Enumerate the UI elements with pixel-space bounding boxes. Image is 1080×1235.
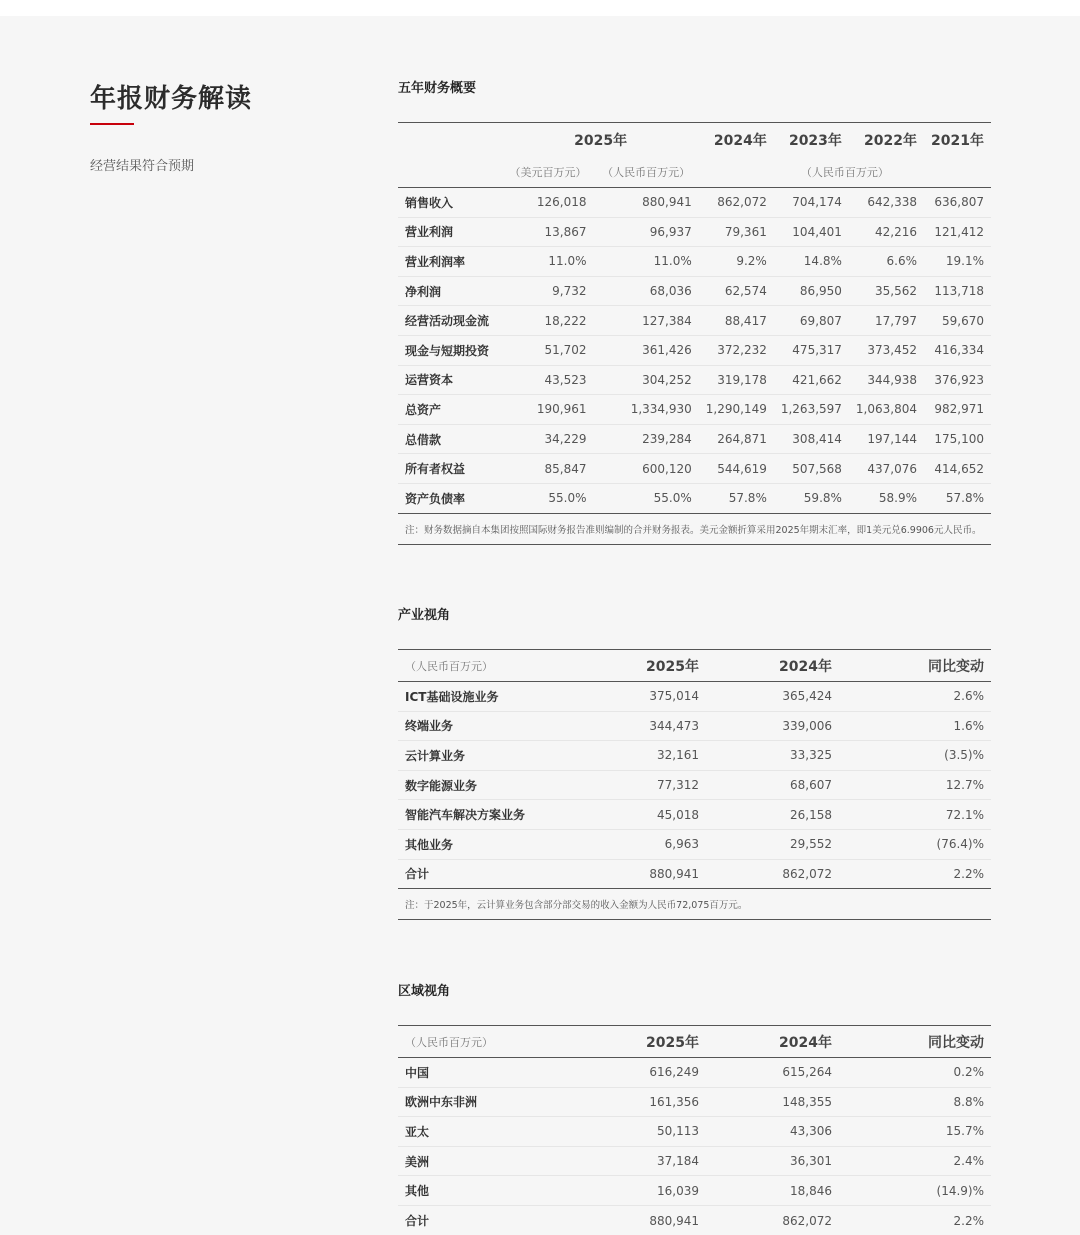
cell-value: 127,384 bbox=[594, 306, 699, 336]
table-row bbox=[398, 1176, 991, 1206]
row-label: ICT基础设施业务 bbox=[398, 682, 598, 712]
cell-value: 421,662 bbox=[774, 365, 849, 395]
cell-value: 982,971 bbox=[924, 395, 991, 425]
year-header: 2021年 bbox=[924, 123, 991, 157]
cell-value: 59,670 bbox=[924, 306, 991, 336]
table-row bbox=[398, 276, 991, 306]
header-blank bbox=[398, 123, 503, 157]
cell-value: 18,846 bbox=[706, 1176, 839, 1206]
year-header: 2022年 bbox=[849, 123, 924, 157]
unit-usd: （美元百万元） bbox=[503, 156, 594, 188]
page-title: 年报财务解读 bbox=[90, 78, 330, 115]
cell-value: 161,356 bbox=[598, 1087, 706, 1117]
cell-value: 55.0% bbox=[594, 483, 699, 513]
table-row bbox=[398, 424, 991, 454]
column-header: 2025年 bbox=[598, 1026, 706, 1058]
table-row bbox=[398, 1146, 991, 1176]
row-label: 经营活动现金流 bbox=[398, 306, 503, 336]
page-subtitle: 经营结果符合预期 bbox=[90, 155, 330, 174]
cell-value: 57.8% bbox=[699, 483, 774, 513]
five-year-table-body bbox=[398, 188, 991, 514]
cell-value: 6.6% bbox=[849, 247, 924, 277]
cell-value: 862,072 bbox=[699, 188, 774, 218]
row-label: 终端业务 bbox=[398, 711, 598, 741]
cell-value: 96,937 bbox=[594, 217, 699, 247]
cell-value: 704,174 bbox=[774, 188, 849, 218]
cell-value: 113,718 bbox=[924, 276, 991, 306]
table-row bbox=[398, 483, 991, 513]
cell-value: 68,036 bbox=[594, 276, 699, 306]
table-row bbox=[398, 1087, 991, 1117]
cell-value: 72.1% bbox=[839, 800, 991, 830]
table-row bbox=[398, 800, 991, 830]
cell-value: 636,807 bbox=[924, 188, 991, 218]
row-label: 净利润 bbox=[398, 276, 503, 306]
cell-value: 15.7% bbox=[839, 1117, 991, 1147]
cell-value: 104,401 bbox=[774, 217, 849, 247]
cell-value: 85,847 bbox=[503, 454, 594, 484]
cell-value: 121,412 bbox=[924, 217, 991, 247]
cell-value: 12.7% bbox=[839, 770, 991, 800]
cell-value: 507,568 bbox=[774, 454, 849, 484]
cell-value: 264,871 bbox=[699, 424, 774, 454]
cell-value: 414,652 bbox=[924, 454, 991, 484]
table-row bbox=[398, 711, 991, 741]
cell-value: 37,184 bbox=[598, 1146, 706, 1176]
page-header bbox=[90, 78, 330, 174]
region-table-body bbox=[398, 1058, 991, 1235]
cell-value: 16,039 bbox=[598, 1176, 706, 1206]
row-label: 合计 bbox=[398, 1205, 598, 1235]
cell-value: 175,100 bbox=[924, 424, 991, 454]
cell-value: 50,113 bbox=[598, 1117, 706, 1147]
cell-value: 615,264 bbox=[706, 1058, 839, 1088]
cell-value: 642,338 bbox=[849, 188, 924, 218]
cell-value: (76.4)% bbox=[839, 829, 991, 859]
row-label: 其他业务 bbox=[398, 829, 598, 859]
cell-value: 2.2% bbox=[839, 1205, 991, 1235]
cell-value: 88,417 bbox=[699, 306, 774, 336]
row-label: 云计算业务 bbox=[398, 741, 598, 771]
industry-table bbox=[398, 649, 991, 920]
table-row bbox=[398, 1058, 991, 1088]
cell-value: 33,325 bbox=[706, 741, 839, 771]
cell-value: 600,120 bbox=[594, 454, 699, 484]
table-row bbox=[398, 247, 991, 277]
table-row bbox=[398, 395, 991, 425]
cell-value: 372,232 bbox=[699, 335, 774, 365]
cell-value: 437,076 bbox=[849, 454, 924, 484]
cell-value: 32,161 bbox=[598, 741, 706, 771]
row-label: 运营资本 bbox=[398, 365, 503, 395]
unit-rmb: （人民币百万元） bbox=[594, 156, 699, 188]
table-row bbox=[398, 741, 991, 771]
cell-value: 59.8% bbox=[774, 483, 849, 513]
table-row bbox=[398, 454, 991, 484]
five-year-table bbox=[398, 122, 991, 545]
row-label: 资产负债率 bbox=[398, 483, 503, 513]
cell-value: 11.0% bbox=[594, 247, 699, 277]
row-label: 现金与短期投资 bbox=[398, 335, 503, 365]
row-label: 数字能源业务 bbox=[398, 770, 598, 800]
industry-table-body bbox=[398, 682, 991, 889]
row-label: 合计 bbox=[398, 859, 598, 889]
unit-blank bbox=[398, 156, 503, 188]
row-label: 营业利润 bbox=[398, 217, 503, 247]
cell-value: 373,452 bbox=[849, 335, 924, 365]
table-row bbox=[398, 335, 991, 365]
cell-value: 344,473 bbox=[598, 711, 706, 741]
cell-value: (14.9)% bbox=[839, 1176, 991, 1206]
cell-value: 365,424 bbox=[706, 682, 839, 712]
row-label: 总借款 bbox=[398, 424, 503, 454]
table-row bbox=[398, 1117, 991, 1147]
cell-value: 862,072 bbox=[706, 1205, 839, 1235]
row-label: 销售收入 bbox=[398, 188, 503, 218]
cell-value: 475,317 bbox=[774, 335, 849, 365]
column-header: 2025年 bbox=[598, 650, 706, 682]
cell-value: 19.1% bbox=[924, 247, 991, 277]
row-label: 欧洲中东非洲 bbox=[398, 1087, 598, 1117]
cell-value: 375,014 bbox=[598, 682, 706, 712]
cell-value: 9,732 bbox=[503, 276, 594, 306]
cell-value: 29,552 bbox=[706, 829, 839, 859]
cell-value: 9.2% bbox=[699, 247, 774, 277]
cell-value: 51,702 bbox=[503, 335, 594, 365]
table-row bbox=[398, 770, 991, 800]
cell-value: 197,144 bbox=[849, 424, 924, 454]
cell-value: 6,963 bbox=[598, 829, 706, 859]
cell-value: 319,178 bbox=[699, 365, 774, 395]
cell-value: 361,426 bbox=[594, 335, 699, 365]
row-label: 美洲 bbox=[398, 1146, 598, 1176]
row-label: 中国 bbox=[398, 1058, 598, 1088]
cell-value: 26,158 bbox=[706, 800, 839, 830]
industry-section-title: 产业视角 bbox=[398, 604, 450, 623]
year-header: 2025年 bbox=[503, 123, 699, 157]
five-year-section-title: 五年财务概要 bbox=[398, 77, 476, 96]
cell-value: 34,229 bbox=[503, 424, 594, 454]
cell-value: 339,006 bbox=[706, 711, 839, 741]
cell-value: 880,941 bbox=[594, 188, 699, 218]
column-header: 2024年 bbox=[706, 1026, 839, 1058]
row-label: 智能汽车解决方案业务 bbox=[398, 800, 598, 830]
row-label: 亚太 bbox=[398, 1117, 598, 1147]
cell-value: 416,334 bbox=[924, 335, 991, 365]
industry-note: 注：于2025年，云计算业务包含部分部交易的收入金额为人民币72,075百万元。 bbox=[398, 889, 991, 920]
title-accent-line bbox=[90, 123, 134, 125]
table-row bbox=[398, 306, 991, 336]
table-row bbox=[398, 188, 991, 218]
cell-value: 18,222 bbox=[503, 306, 594, 336]
cell-value: 2.2% bbox=[839, 859, 991, 889]
cell-value: 2.6% bbox=[839, 682, 991, 712]
cell-value: 1,290,149 bbox=[699, 395, 774, 425]
cell-value: 43,306 bbox=[706, 1117, 839, 1147]
row-label: 总资产 bbox=[398, 395, 503, 425]
cell-value: 36,301 bbox=[706, 1146, 839, 1176]
table-row bbox=[398, 859, 991, 889]
region-unit: （人民币百万元） bbox=[398, 1026, 598, 1058]
cell-value: 69,807 bbox=[774, 306, 849, 336]
cell-value: 42,216 bbox=[849, 217, 924, 247]
cell-value: 14.8% bbox=[774, 247, 849, 277]
table-row bbox=[398, 217, 991, 247]
cell-value: 11.0% bbox=[503, 247, 594, 277]
cell-value: 148,355 bbox=[706, 1087, 839, 1117]
table-row bbox=[398, 682, 991, 712]
cell-value: 8.8% bbox=[839, 1087, 991, 1117]
cell-value: 126,018 bbox=[503, 188, 594, 218]
cell-value: 0.2% bbox=[839, 1058, 991, 1088]
cell-value: 304,252 bbox=[594, 365, 699, 395]
top-bar bbox=[0, 0, 1080, 16]
cell-value: 1.6% bbox=[839, 711, 991, 741]
year-header: 2024年 bbox=[699, 123, 774, 157]
cell-value: 57.8% bbox=[924, 483, 991, 513]
five-year-note: 注：财务数据摘自本集团按照国际财务报告准则编制的合并财务报表。美元金额折算采用2025年期末汇率，即1美元兑6.9906元人民币。 bbox=[398, 513, 991, 544]
cell-value: 45,018 bbox=[598, 800, 706, 830]
cell-value: 1,263,597 bbox=[774, 395, 849, 425]
cell-value: 77,312 bbox=[598, 770, 706, 800]
region-table bbox=[398, 1025, 991, 1235]
row-label: 其他 bbox=[398, 1176, 598, 1206]
column-header: 同比变动 bbox=[839, 650, 991, 682]
cell-value: 17,797 bbox=[849, 306, 924, 336]
cell-value: (3.5)% bbox=[839, 741, 991, 771]
row-label: 所有者权益 bbox=[398, 454, 503, 484]
cell-value: 55.0% bbox=[503, 483, 594, 513]
row-label: 营业利润率 bbox=[398, 247, 503, 277]
column-header: 同比变动 bbox=[839, 1026, 991, 1058]
cell-value: 13,867 bbox=[503, 217, 594, 247]
cell-value: 1,334,930 bbox=[594, 395, 699, 425]
region-section-title: 区域视角 bbox=[398, 980, 450, 999]
cell-value: 308,414 bbox=[774, 424, 849, 454]
unit-rmb-group: （人民币百万元） bbox=[699, 156, 991, 188]
cell-value: 1,063,804 bbox=[849, 395, 924, 425]
cell-value: 239,284 bbox=[594, 424, 699, 454]
cell-value: 35,562 bbox=[849, 276, 924, 306]
cell-value: 880,941 bbox=[598, 1205, 706, 1235]
cell-value: 86,950 bbox=[774, 276, 849, 306]
cell-value: 2.4% bbox=[839, 1146, 991, 1176]
table-row bbox=[398, 1205, 991, 1235]
cell-value: 62,574 bbox=[699, 276, 774, 306]
cell-value: 544,619 bbox=[699, 454, 774, 484]
cell-value: 376,923 bbox=[924, 365, 991, 395]
cell-value: 43,523 bbox=[503, 365, 594, 395]
cell-value: 862,072 bbox=[706, 859, 839, 889]
cell-value: 79,361 bbox=[699, 217, 774, 247]
industry-unit: （人民币百万元） bbox=[398, 650, 598, 682]
cell-value: 68,607 bbox=[706, 770, 839, 800]
cell-value: 344,938 bbox=[849, 365, 924, 395]
cell-value: 58.9% bbox=[849, 483, 924, 513]
cell-value: 880,941 bbox=[598, 859, 706, 889]
table-row bbox=[398, 829, 991, 859]
table-row bbox=[398, 365, 991, 395]
cell-value: 616,249 bbox=[598, 1058, 706, 1088]
year-header: 2023年 bbox=[774, 123, 849, 157]
column-header: 2024年 bbox=[706, 650, 839, 682]
cell-value: 190,961 bbox=[503, 395, 594, 425]
